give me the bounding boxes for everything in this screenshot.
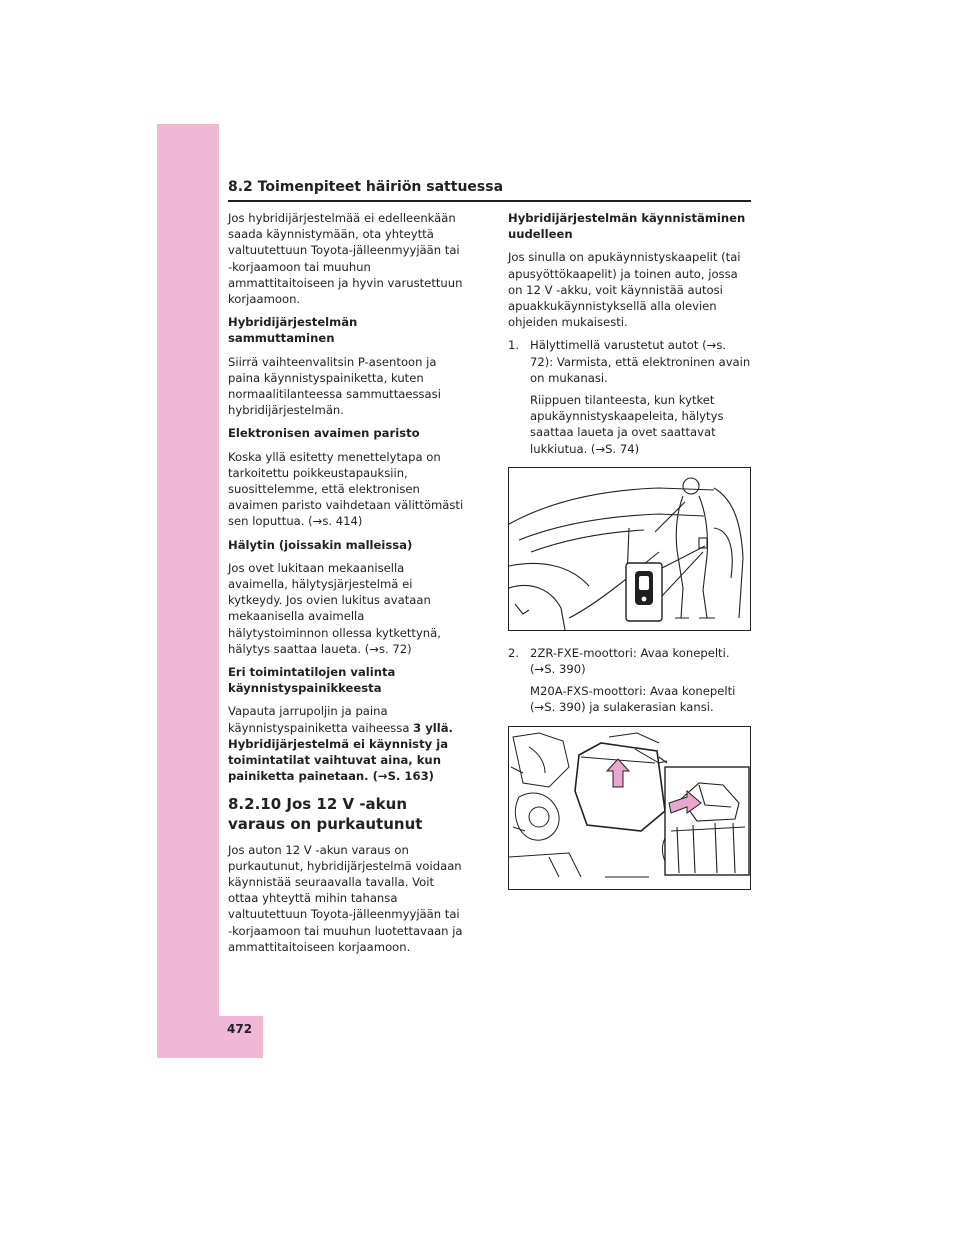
figure-person-at-car-door [508, 467, 751, 631]
subheading: Eri toimintatilojen valinta käynnistyspainikkeesta [228, 665, 396, 696]
paragraph: Jos ovet lukitaan mekaanisella avaimella, hälytysjärjestelmä ei kytkeydy. Jos ovien lukitus avataan mekaanisella avaimella hälytystoiminnon ollessa kytkettynä, hälytys saattaa laueta. (→s. 72) [228, 560, 441, 656]
step-2 [508, 645, 752, 677]
step-note: Riippuen tilanteesta, kun kytket apukäynnistyskaapeleita, hälytys saattaa laueta ja ovet saattavat lukkiutua. (→S. 74) [530, 393, 724, 456]
section-title: 8.2.10 Jos 12 V -akun varaus on purkautunut [228, 794, 423, 833]
subheading: Hälytin (joissakin malleissa) [228, 537, 413, 552]
step-1 [508, 337, 752, 386]
step-number: 1. [508, 338, 520, 353]
paragraph: Jos hybridijärjestelmää ei edelleenkään saada käynnistymään, ota yhteyttä valtuutettuun Toyota-jälleenmyyjään tai -korjaamoon tai muuhun ammattitaitoiseen ja hyvin varustettuun korjaamoon. [228, 211, 463, 307]
paragraph: Jos auton 12 V -akun varaus on purkautunut, hybridijärjestelmä voidaan käynnistää seuraavalla tavalla. Voit ottaa yhteyttä mihin tahansa valtuutettuun Toyota-jälleenmyyjään tai -korjaamoon tai muuhun luotettavaan ja ammattitaitoiseen korjaamoon. [228, 842, 463, 954]
subheading: Hybridijärjestelmän sammuttaminen [228, 315, 358, 346]
right-column [508, 210, 752, 904]
subheading: Elektronisen avaimen paristo [228, 426, 420, 441]
paragraph-mixed [228, 703, 466, 784]
step-note: M20A-FXS-moottori: Avaa konepelti (→S. 390) ja sulakerasian kansi. [530, 684, 736, 715]
subheading: Hybridijärjestelmän käynnistäminen uudelleen [508, 211, 746, 242]
step-text: 2ZR-FXE-moottori: Avaa konepelti. (→S. 390) [530, 645, 730, 677]
header-title: 8.2 Toimenpiteet häiriön sattuessa [228, 179, 504, 195]
page-number: 472 [227, 1022, 253, 1036]
paragraph: Jos sinulla on apukäynnistyskaapelit (tai apusyöttökaapelit) ja toinen auto, jossa on 12 V -akku, voit käynnistää autosi apuakkukäynnistyksellä alla olevien ohjeiden mukaisesti. [508, 250, 741, 330]
header-rule [228, 200, 751, 202]
step-text: Hälyttimellä varustetut autot (→s. 72): Varmista, että elektroninen avain on mukanasi. [530, 338, 751, 385]
paragraph-text: Vapauta jarrupoljin ja paina käynnistyspainiketta vaiheessa [228, 704, 414, 735]
left-column [228, 210, 466, 962]
paragraph-bold-text: 3 yllä. Hybridijärjestelmä ei käynnisty ja toimintatilat vaihtuvat aina, kun painiketta painetaan. (→S. 163) [228, 720, 453, 784]
paragraph: Siirrä vaihteenvalitsin P-asentoon ja paina käynnistyspainiketta, kuten normaalitilanteessa sammuttaessasi hybridijärjestelmän. [228, 354, 441, 418]
figure-engine-fuse-box [508, 726, 751, 890]
chapter-margin-band [157, 124, 219, 1058]
car-door-illustration [509, 468, 750, 630]
paragraph: Koska yllä esitetty menettelytapa on tarkoitettu poikkeustapauksiin, suosittelemme, että elektronisen avaimen paristo vaihdetaan välittömästi sen loputtua. (→s. 414) [228, 449, 464, 529]
page-header [228, 178, 751, 202]
engine-bay-illustration [509, 727, 750, 889]
step-number: 2. [508, 645, 520, 660]
